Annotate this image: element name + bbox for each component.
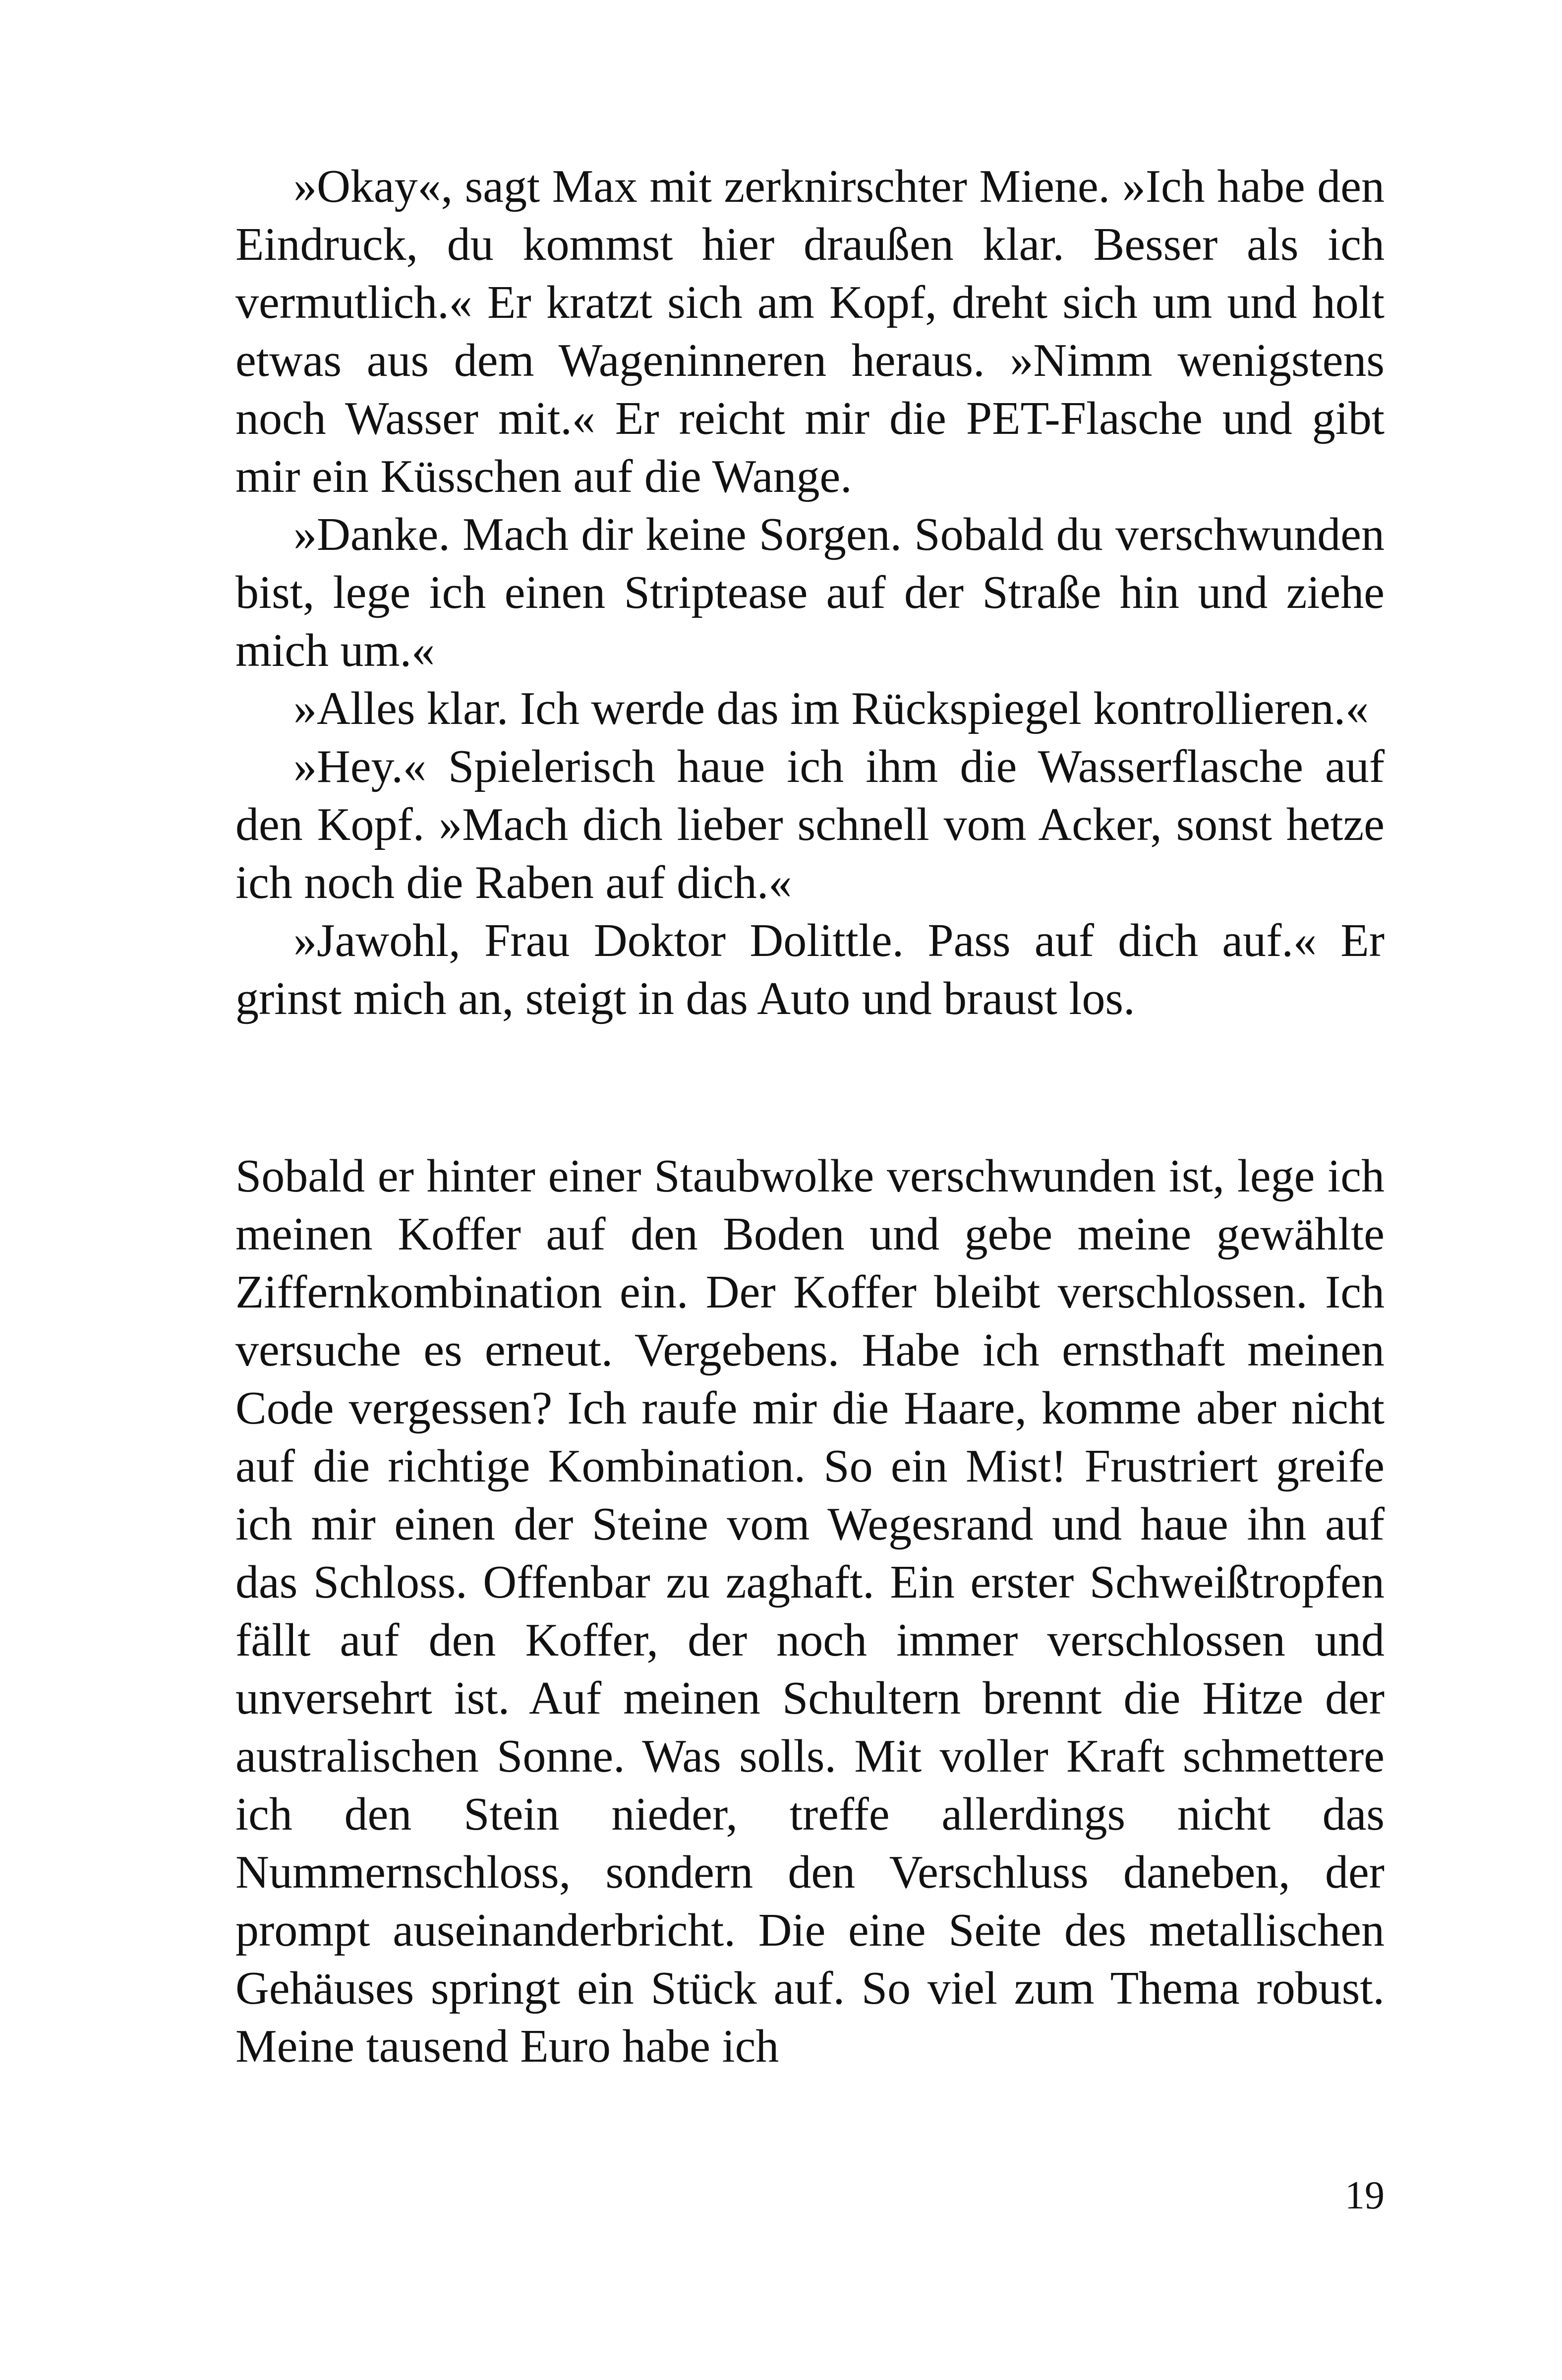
paragraph-dialogue-3: »Alles klar. Ich werde das im Rückspiegel kontrollieren.« bbox=[293, 683, 1369, 734]
paragraph-narrative: Sobald er hinter einer Staubwolke verschwunden ist, lege ich meinen Koffer auf den Boden und gebe meine gewählte Ziffernkombination ein. Der Koffer bleibt verschlossen. Ich versuche es erneut. Vergebens. Habe ich ernsthaft meinen Code vergessen? Ich raufe mir die Haare, komme aber nicht auf die richtige Kombination. So ein Mist! Frustriert greife ich mir einen der Steine vom Wegesrand und haue ihn auf das Schloss. Offenbar zu zaghaft. Ein erster Schweißtropfen fällt auf den Koffer, der noch immer verschlossen und unversehrt ist. Auf meinen Schultern brennt die Hitze der australischen Sonne. Was solls. Mit voller Kraft schmettere ich den Stein nieder, treffe allerdings nicht das Nummernschloss, sondern den Verschluss daneben, der prompt auseinanderbricht. Die eine Seite des metallischen Gehäuses springt ein Stück auf. So viel zum Thema robust. Meine tausend Euro habe ich bbox=[235, 1150, 1385, 2072]
paragraph-dialogue-4: »Hey.« Spielerisch haue ich ihm die Wasserflasche auf den Kopf. »Mach dich lieber schnell vom Acker, sonst hetze ich noch die Raben auf dich.« bbox=[235, 741, 1385, 908]
paragraph-dialogue-1: »Okay«, sagt Max mit zerknirschter Miene. »Ich habe den Eindruck, du kommst hier draußen klar. Besser als ich vermutlich.« Er kratzt sich am Kopf, dreht sich um und holt etwas aus dem Wageninneren heraus. »Nimm wenigstens noch Wasser mit.« Er reicht mir die PET-Flasche und gibt mir ein Küsschen auf die Wange. bbox=[235, 161, 1385, 502]
paragraph-dialogue-2: »Danke. Mach dir keine Sorgen. Sobald du verschwunden bist, lege ich einen Striptease auf der Straße hin und ziehe mich um.« bbox=[235, 509, 1385, 676]
page-number: 19 bbox=[1345, 2174, 1385, 2217]
paragraph-dialogue-5: »Jawohl, Frau Doktor Dolittle. Pass auf dich auf.« Er grinst mich an, steigt in das Auto und braust los. bbox=[235, 915, 1385, 1024]
narrative-section bbox=[235, 1147, 1385, 2076]
dialogue-section bbox=[235, 158, 1385, 1028]
